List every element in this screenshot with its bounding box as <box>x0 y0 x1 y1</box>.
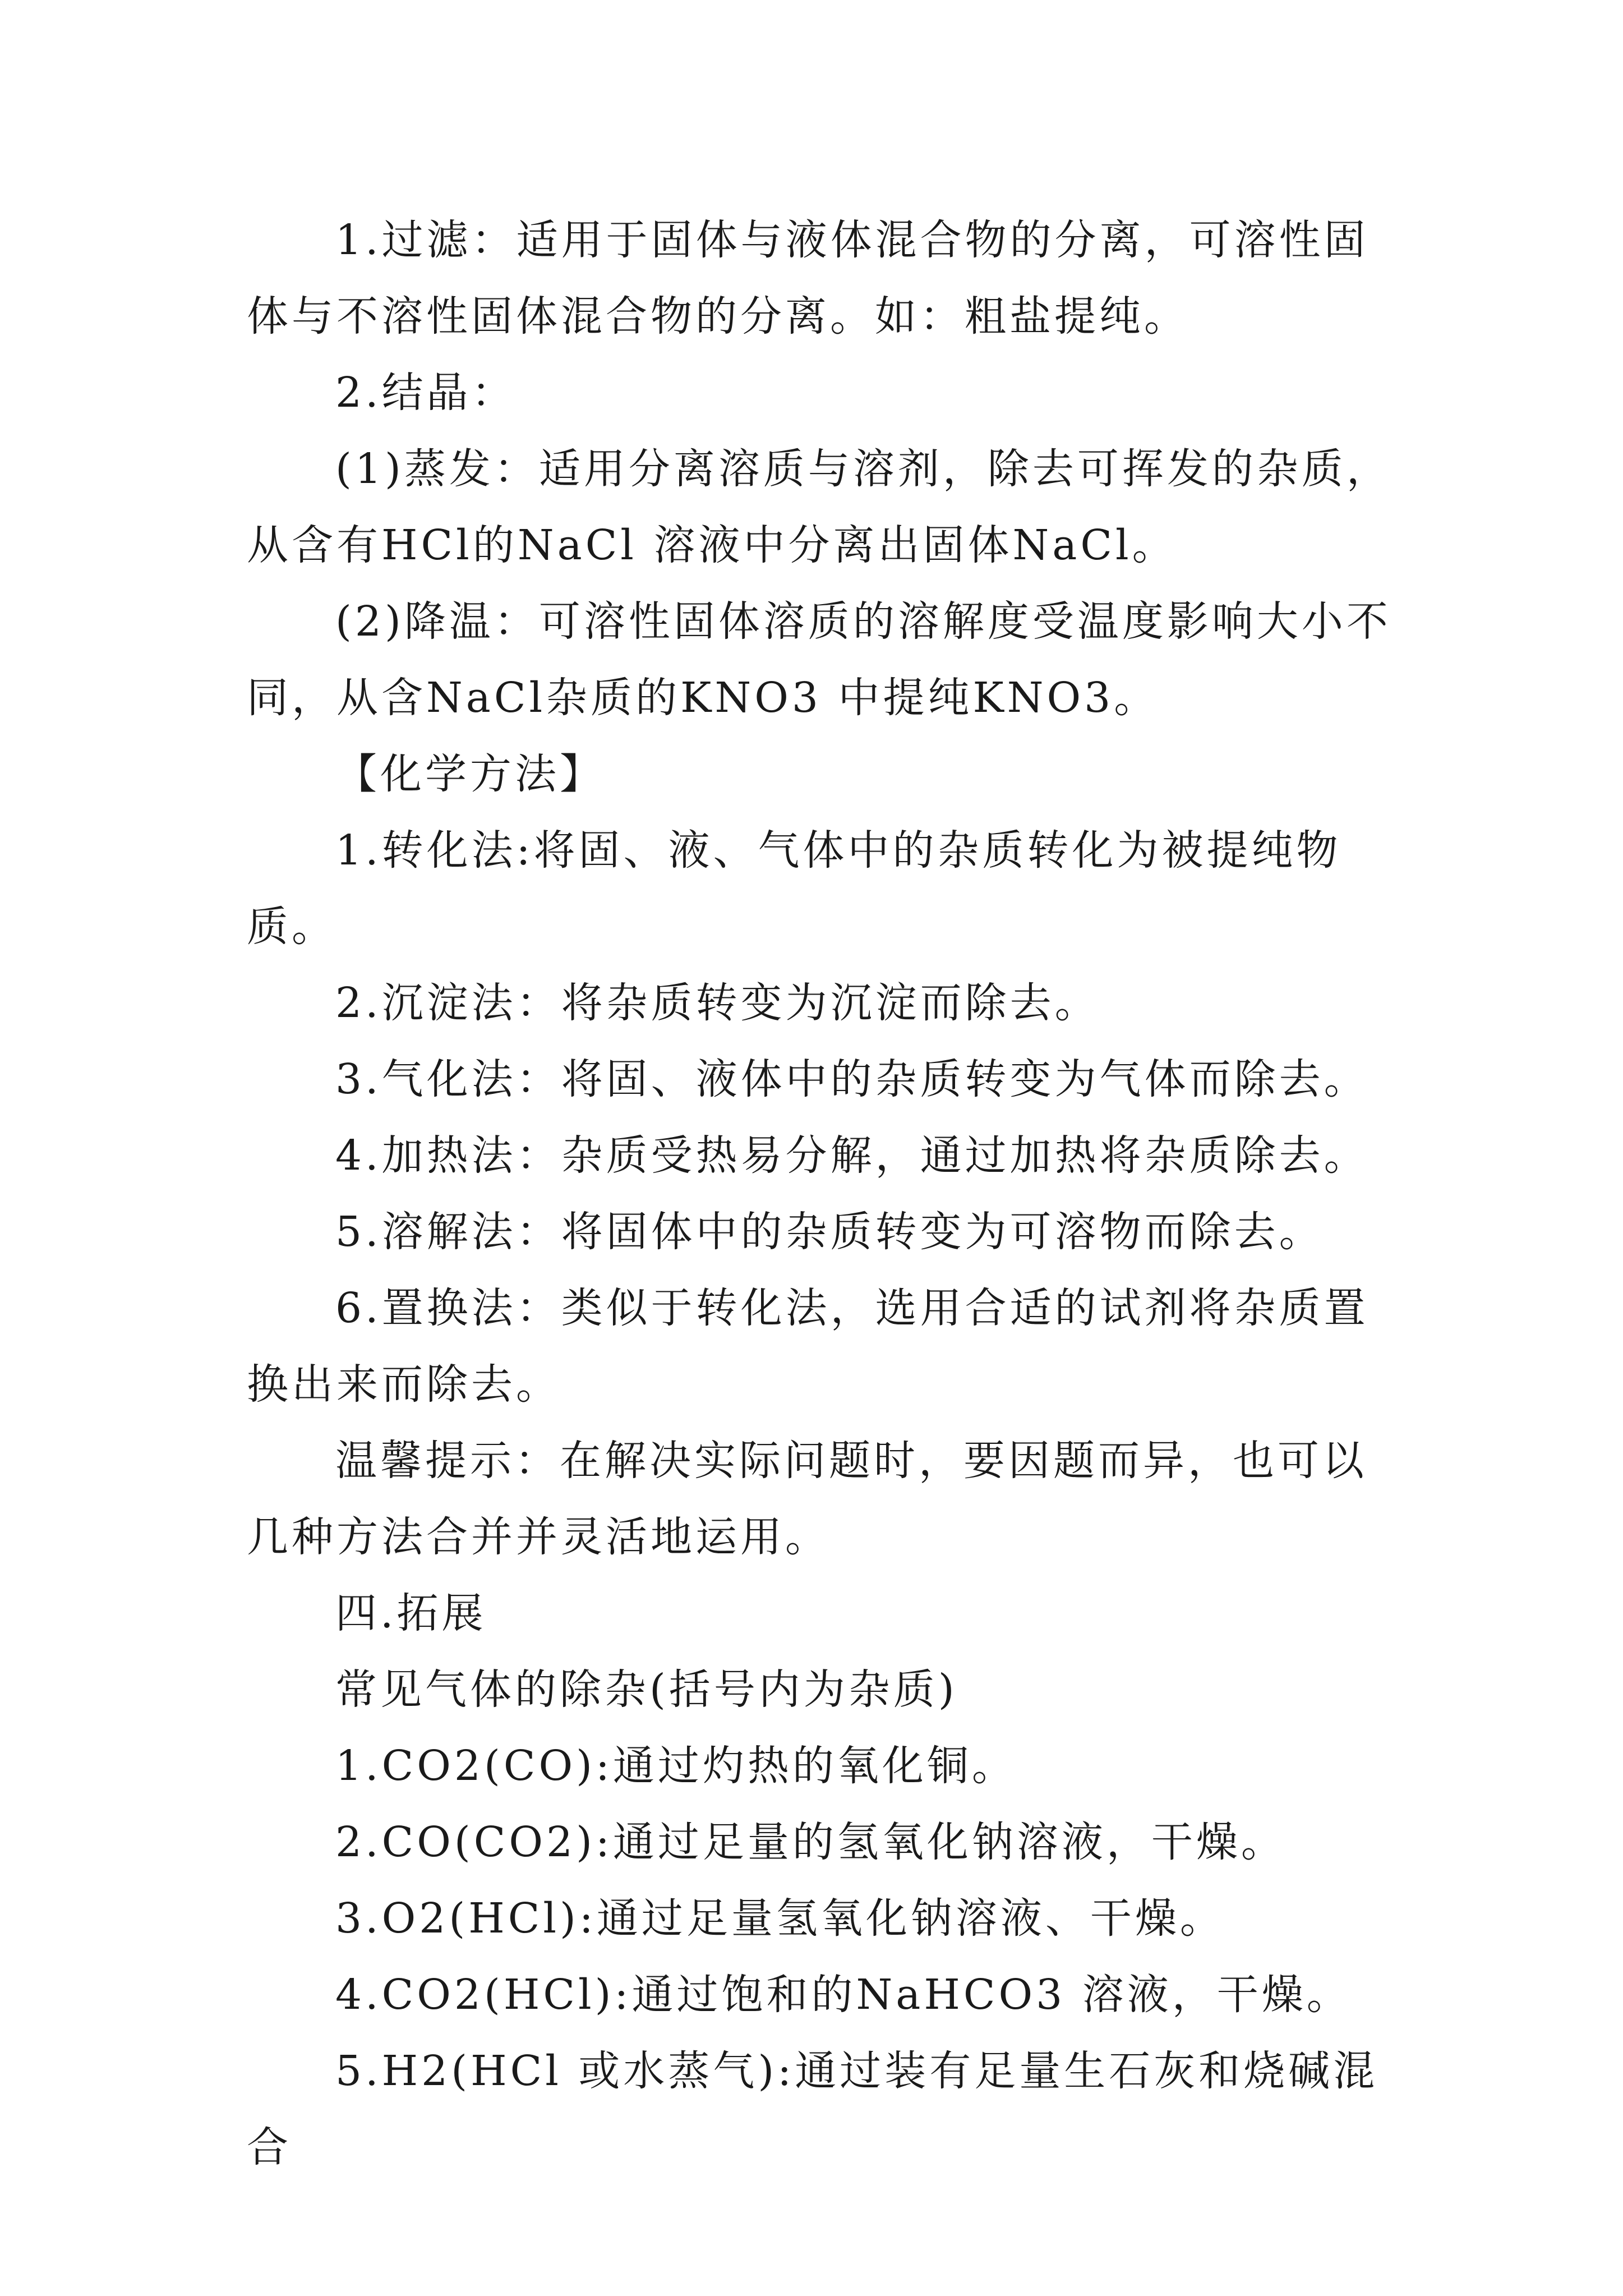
paragraph-heating-method: 4.加热法：杂质受热易分解，通过加热将杂质除去。 <box>335 1131 1369 1180</box>
paragraph-crystallization-heading: 2.结晶： <box>335 369 517 417</box>
list-item-h2-hcl: 5.H2(HCl 或水蒸气):通过装有足量生石灰和烧碱混合 <box>247 2047 1378 2171</box>
paragraph-conversion-method: 1.转化法:将固、液、气体中的杂质转化为被提纯物质。 <box>247 826 1341 951</box>
paragraph-cooling: (2)降温：可溶性固体溶质的溶解度受温度影响大小不同，从含NaCl杂质的KNO3 中提纯KNO3。 <box>247 597 1391 722</box>
list-item-o2-hcl: 3.O2(HCl):通过足量氢氧化钠溶液、干燥。 <box>335 1894 1225 1943</box>
paragraph-gas-impurity-intro: 常见气体的除杂(括号内为杂质) <box>335 1665 958 1714</box>
paragraph-gasification-method: 3.气化法：将固、液体中的杂质转变为气体而除去。 <box>335 1055 1369 1103</box>
paragraph-displacement-method: 6.置换法：类似于转化法，选用合适的试剂将杂质置换出来而除去。 <box>247 1284 1369 1409</box>
paragraph-dissolution-method: 5.溶解法：将固体中的杂质转变为可溶物而除去。 <box>335 1208 1324 1256</box>
document-page <box>247 202 1396 2185</box>
paragraph-evaporation: (1)蒸发：适用分离溶质与溶剂，除去可挥发的杂质，从含有HCl的NaCl 溶液中分离出固体NaCl。 <box>247 445 1391 569</box>
list-item-co2-hcl: 4.CO2(HCl):通过饱和的NaHCO3 溶液，干燥。 <box>335 1971 1352 2019</box>
paragraph-precipitation-method: 2.沉淀法：将杂质转变为沉淀而除去。 <box>335 979 1100 1027</box>
section-heading-extension: 四.拓展 <box>335 1589 487 1637</box>
paragraph-tip: 温馨提示：在解决实际问题时，要因题而异，也可以几种方法合并并灵活地运用。 <box>247 1437 1367 1561</box>
paragraph-filtration: 1.过滤：适用于固体与液体混合物的分离，可溶性固体与不溶性固体混合物的分离。如：粗盐提纯。 <box>247 216 1369 341</box>
list-item-co-co2: 2.CO(CO2):通过足量的氢氧化钠溶液，干燥。 <box>335 1818 1286 1866</box>
section-heading-chemical-methods: 【化学方法】 <box>335 750 605 798</box>
list-item-co2-co: 1.CO2(CO):通过灼热的氧化铜。 <box>335 1742 1017 1790</box>
